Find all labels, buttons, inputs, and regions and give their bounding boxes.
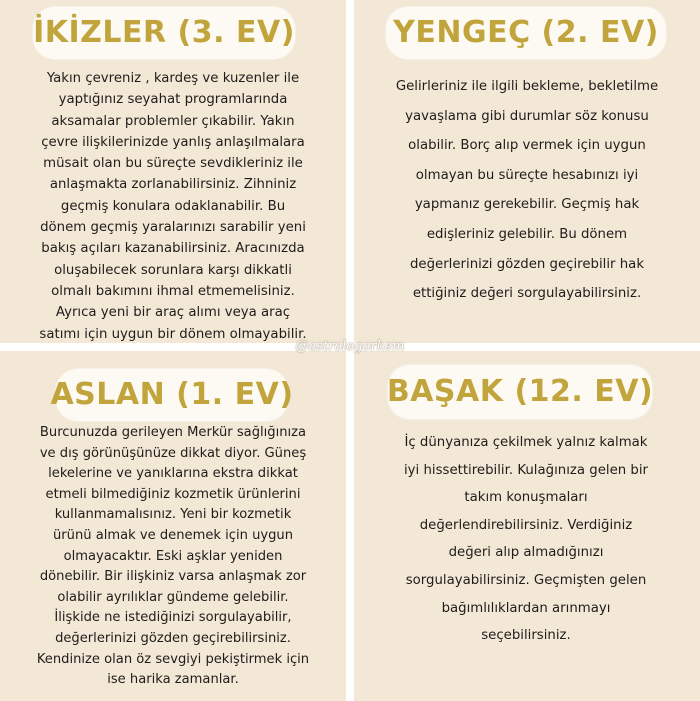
panel-basak — [354, 351, 700, 701]
panel-title: İKİZLER (3. EV) — [33, 7, 295, 59]
panel-text: Gelirleriniz ile ilgili bekleme, bekletilme yavaşlama gibi durumlar söz konusu olabilir. Borç alıp vermek için uygun olmayan bu süreçte hesabınızı iyi yapmanız gerekebilir. Geçmiş hak edişleriniz gelebilir. Bu dönem değerlerinizi gözden geçirebilir hak ettiğiniz değeri sorgulayabilirsiniz. — [395, 79, 659, 302]
panel-text: Burcunuzda gerileyen Merkür sağlığınıza ve dış görünüşünüze dikkat diyor. Güneş lekelerine ve yanıklarına ekstra dikkat etmeli bilmediğiniz kozmetik ürünlerini kullanmamalısınız. Yeni bir kozmetik ürünü almak ve denemek için uygun olmayacaktır. Eski aşklar yeniden dönebilir. Bir ilişkiniz varsa anlaşmak zor olabilir ayrılıklar gündeme gelebilir. İlişkide ne istediğinizi sorgulayabilir, değerlerinizi gözden geçirebilirsiniz. Kendinize olan öz sevgiyi pekiştirmek için ise harika zamanlar. — [36, 425, 310, 688]
panel-title: ASLAN (1. EV) — [56, 369, 288, 421]
watermark-handle: @astrologorkem — [295, 339, 405, 354]
panel-text: İç dünyanıza çekilmek yalnız kalmak iyi hissettirebilir. Kulağınıza gelen bir takım konuşmaları değerlendirebilirsiniz. Verdiğiniz değeri alıp almadığınızı sorgulayabilirsiniz. Geçmişten gelen bağımlılıklardan arınmayı seçebilirsiniz. — [403, 435, 649, 644]
panel-ikizler — [0, 0, 346, 343]
panel-text: Yakın çevreniz , kardeş ve kuzenler ile yaptığınız seyahat programlarında aksamalar problemler çıkabilir. Yakın çevre ilişkilerinizde yanlış anlaşılmalara müsait olan bu süreçte sevdikleriniz ile anlaşmakta zorlanabilirsiniz. Zihniniz geçmiş konulara odaklanabilir. Bu dönem geçmiş yaralarınızı sarabilir yeni bakış açıları kazanabilirsiniz. Aracınızda oluşabilecek sorunlara karşı dikkatli olmalı bakımını ihmal etmemelisiniz. Ayrıca yeni bir araç alımı veya araç satımı için uygun bir dönem olmayabilir. — [39, 71, 307, 342]
panel-aslan — [0, 351, 346, 701]
panel-title: BAŞAK (12. EV) — [388, 365, 652, 419]
panel-yengec — [354, 0, 700, 343]
panel-title: YENGEÇ (2. EV) — [386, 7, 666, 59]
